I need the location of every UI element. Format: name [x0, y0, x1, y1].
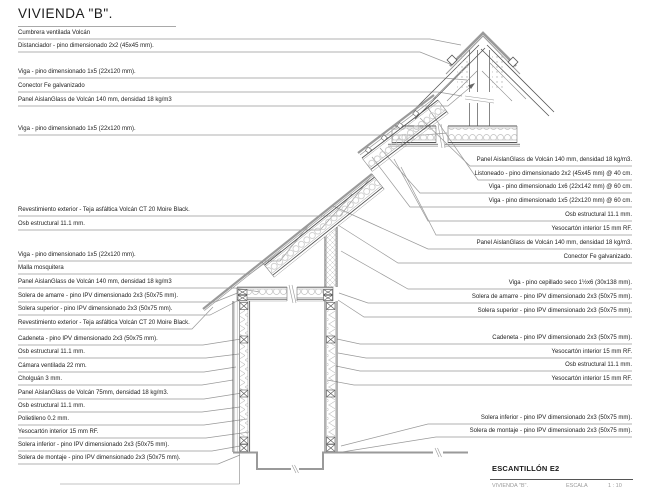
callout-label-left: Osb estructural 11.1 mm. [18, 221, 85, 227]
callout-label-right: Viga - pino dimensionado 1x6 (22x142 mm) @ 60 cm. [488, 184, 632, 190]
callout-label-left: Distanciador - pino dimensionado 2x2 (45x45 mm). [18, 43, 154, 49]
upper-wall-section [325, 227, 337, 287]
callout-label-left: Conector Fe galvanizado [18, 83, 85, 89]
callout-label-right: Solera superior - pino IPV dimensionado 2x3 (50x75 mm). [477, 308, 632, 314]
callout-label-right: Listoneado - pino dimensionado 2x2 (45x45 mm) @ 40 cm. [474, 171, 632, 177]
callout-label-right: Solera de amarre - pino IPV dimensionado 2x3 (50x75 mm). [471, 294, 632, 300]
callout-label-right: Solera inferior - pino IPV dimensionado 2x3 (50x75 mm). [480, 415, 632, 421]
title-underline [18, 26, 176, 27]
callout-label-left: Solera de montaje - pino IPV dimensionado 2x3 (50x75 mm). [18, 455, 181, 461]
roof-band-mid [203, 174, 384, 311]
callout-label-left: Cadeneta - pino IPV dimensionado 2x3 (50x75 mm). [18, 336, 158, 342]
callout-label-left: Solera superior - pino IPV dimensionado 2x3 (50x75 mm). [18, 306, 173, 312]
callout-label-right: Viga - pino cepillado seco 1½x6 (30x138 mm). [508, 280, 632, 286]
callout-label-right: Panel AislanGlass de Volcán 140 mm, densidad 18 kg/m3. [476, 157, 632, 163]
titleblock-scale-value: 1 : 10 [608, 483, 622, 489]
callout-label-left: Malla mosquitera [18, 265, 64, 271]
page-title: VIVIENDA "B". [18, 6, 113, 21]
callout-label-right: Cadeneta - pino IPV dimensionado 2x3 (50x75 mm). [492, 335, 632, 341]
right-wall-section [325, 301, 337, 452]
callout-label-left: Cumbrera ventilada Volcán [18, 30, 91, 36]
callout-label-right: Yesocartón interior 15 mm RF. [551, 226, 632, 232]
callout-label-left: Solera de amarre - pino IPV dimensionado 2x3 (50x75 mm). [18, 293, 179, 299]
callout-label-left: Revestimiento exterior - Teja asfáltica Volcán CT 20 Moire Black. [18, 207, 190, 213]
callout-label-left: Cámara ventilada 22 mm. [18, 363, 87, 369]
titleblock-rule [490, 479, 633, 480]
callout-label-left: Polietileno 0.2 mm. [18, 416, 70, 422]
callout-label-left: Yesocartón interior 15 mm RF. [18, 429, 99, 435]
callout-label-left: Viga - pino dimensionado 1x5 (22x120 mm). [18, 69, 136, 75]
callout-label-left: Osb estructural 11.1 mm. [18, 349, 85, 355]
callout-label-right: Yesocartón interior 15 mm RF. [551, 376, 632, 382]
callout-label-right: Viga - pino dimensionado 1x5 (22x120 mm) @ 60 cm. [488, 198, 632, 204]
titleblock-name: ESCANTILLÓN E2 [492, 464, 560, 473]
callout-label-right: Panel AislanGlass de Volcán 140 mm, densidad 18 kg/m3. [476, 240, 632, 246]
callout-label-left: Panel AislanGlass de Volcán 140 mm, densidad 18 kg/m3 [18, 97, 172, 103]
callout-label-left: Osb estructural 11.1 mm. [18, 403, 85, 409]
titleblock-subtitle: VIVIENDA "B". [492, 483, 528, 489]
ceiling-band [237, 285, 333, 303]
callout-label-left: Viga - pino dimensionado 1x5 (22x120 mm). [18, 252, 136, 258]
callout-label-left: Viga - pino dimensionado 1x5 (22x120 mm). [18, 126, 136, 132]
callout-label-right: Solera de montaje - pino IPV dimensionado 2x3 (50x75 mm). [469, 428, 632, 434]
callout-label-left: Panel AislanGlass de Volcán 75mm, densidad 18 kg/m3. [18, 390, 169, 396]
callout-label-right: Yesocartón interior 15 mm RF. [551, 349, 632, 355]
callout-label-left: Cholguán 3 mm. [18, 376, 63, 382]
callout-label-right: Osb estructural 11.1 mm. [565, 212, 632, 218]
callout-label-left: Solera inferior - pino IPV dimensionado 2x3 (50x75 mm). [18, 442, 170, 448]
titleblock-scale-label: ESCALA [566, 483, 588, 489]
callout-label-right: Conector Fe galvanizado. [563, 254, 632, 260]
callout-label-left: Panel AislanGlass de Volcán 140 mm, densidad 18 kg/m3 [18, 279, 172, 285]
left-wall-section [233, 301, 250, 452]
callout-label-left: Revestimiento exterior - Teja asfáltica Volcán CT 20 Moire Black. [18, 320, 190, 326]
callout-label-right: Osb estructural 11.1 mm. [565, 362, 632, 368]
